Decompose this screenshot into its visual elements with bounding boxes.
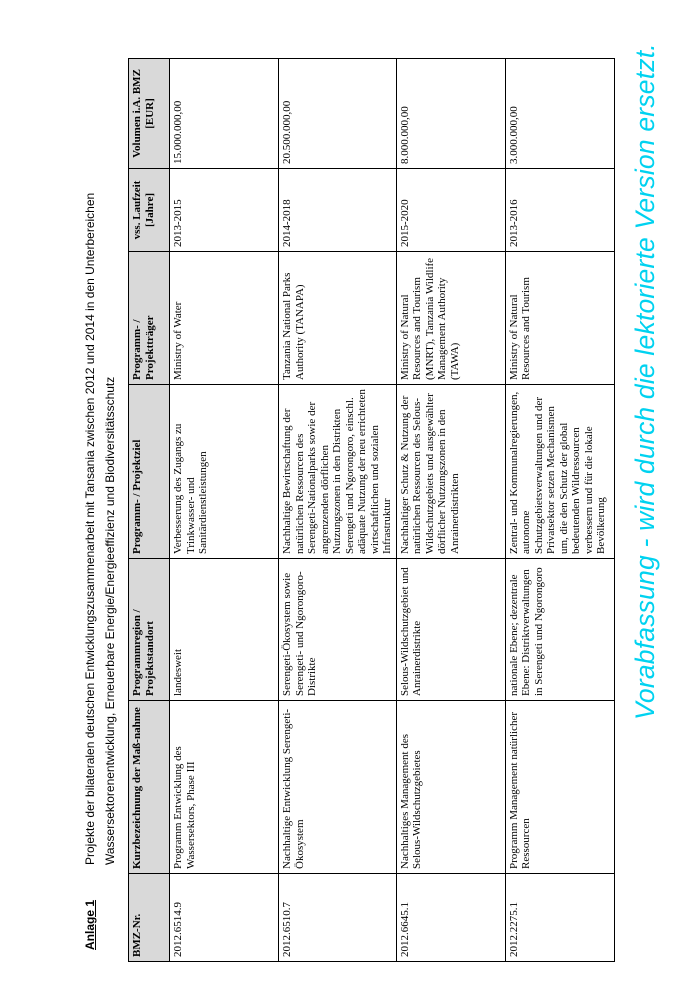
cell-kurzbezeichnung: Nachhaltiges Management des Selous-Wildschutzgebietes: [396, 701, 505, 874]
cell-volumen: 20.500.000,00: [279, 59, 397, 169]
table-row: [396, 59, 505, 962]
cell-kurzbezeichnung: Programm Management natürlicher Ressourcen: [505, 701, 614, 874]
heading-line-2: Wassersektorenentwicklung, Erneuerbare Energie/Energieeffizienz und Biodiversitätsschutz: [103, 376, 117, 865]
cell-volumen: 3.000.000,00: [505, 59, 614, 169]
cell-volumen: 8.000.000,00: [396, 59, 505, 169]
header-programmregion: Programmregion / Projektstandort: [129, 559, 170, 701]
projects-table: [128, 58, 615, 962]
cell-laufzeit: 2013-2015: [170, 169, 279, 252]
header-volumen: Volumen i.A. BMZ [EUR]: [129, 59, 170, 169]
cell-bmz-nr: 2012.6514.9: [170, 874, 279, 962]
cell-projektziel: Verbesserung des Zugangs zu Trinkwasser- und Sanitärdienstleistungen: [170, 385, 279, 559]
cell-programmregion: landesweit: [170, 559, 279, 701]
cell-projekttraeger: Ministry of Natural Resources and Tourism: [505, 252, 614, 385]
cell-projekttraeger: Ministry of Water: [170, 252, 279, 385]
cell-programmregion: nationale Ebene; dezentrale Ebene: Distriktverwaltungen in Serengeti und Ngorongoro: [505, 559, 614, 701]
document-heading: [80, 175, 120, 865]
header-kurzbezeichnung: Kurzbezeichnung der Maß-nahme: [129, 701, 170, 874]
cell-laufzeit: 2013-2016: [505, 169, 614, 252]
draft-watermark: Vorabfassung - wird durch die lektorierte Version ersetzt.: [630, 43, 660, 720]
cell-programmregion: Selous-Wildschutzgebiet und Anrainerdistrikte: [396, 559, 505, 701]
cell-programmregion: Serengeti-Ökosystem sowie Serengeti- und Ngorongoro-Distrikte: [279, 559, 397, 701]
header-projekttraeger: Programm- / Projektträger: [129, 252, 170, 385]
cell-projektziel: Nachhaltige Bewirtschaftung der natürlichen Ressourcen des Serengeti-Nationalparks sowie der angrenzenden dörflichen Nutzungszonen in den Distrikten Serengeti und Ngorongoro, einschl. adäquate Nutzung der neu errichteten wirtschaftlichen und sozialen Infrastruktur: [279, 385, 397, 559]
table-row: [279, 59, 397, 962]
header-bmz-nr: BMZ-Nr.: [129, 874, 170, 962]
cell-volumen: 15.000.000,00: [170, 59, 279, 169]
annex-label: Anlage 1: [83, 899, 97, 950]
cell-projektziel: Zentral- und Kommunalregierungen, autonome Schutzgebietsverwaltungen und der Privatsektor setzen Mechanismen um, die den Schutz der global bedeutenden Wildressourcen verbessern und für die lokale Bevölkerung: [505, 385, 614, 559]
cell-bmz-nr: 2012.6510.7: [279, 874, 397, 962]
table-header-row: [129, 59, 170, 962]
cell-projekttraeger: Tanzania National Parks Authority (TANAPA): [279, 252, 397, 385]
cell-projektziel: Nachhaltiger Schutz & Nutzung der natürlichen Ressourcen des Selous-Wildschutzgebiets und ausgewählter dörflicher Nutzungszonen in den Anrainerdistrikten: [396, 385, 505, 559]
header-laufzeit: vss. Laufzeit [Jahre]: [129, 169, 170, 252]
heading-line-1: Projekte der bilateralen deutschen Entwicklungszusammenarbeit mit Tansania zwischen 2012 und 2014 in den Unterbereichen: [83, 192, 97, 865]
table-row: [170, 59, 279, 962]
cell-bmz-nr: 2012.2275.1: [505, 874, 614, 962]
cell-kurzbezeichnung: Programm Entwicklung des Wassersektors, Phase III: [170, 701, 279, 874]
cell-laufzeit: 2014-2018: [279, 169, 397, 252]
header-projektziel: Programm- / Projektziel: [129, 385, 170, 559]
cell-kurzbezeichnung: Nachhaltige Entwicklung Serengeti-Ökosystem: [279, 701, 397, 874]
cell-projekttraeger: Ministry of Natural Resources and Tourism (MNRT), Tanzania Wildlife Management Authority (TAWA): [396, 252, 505, 385]
cell-bmz-nr: 2012.6645.1: [396, 874, 505, 962]
cell-laufzeit: 2015-2020: [396, 169, 505, 252]
table-row: [505, 59, 614, 962]
